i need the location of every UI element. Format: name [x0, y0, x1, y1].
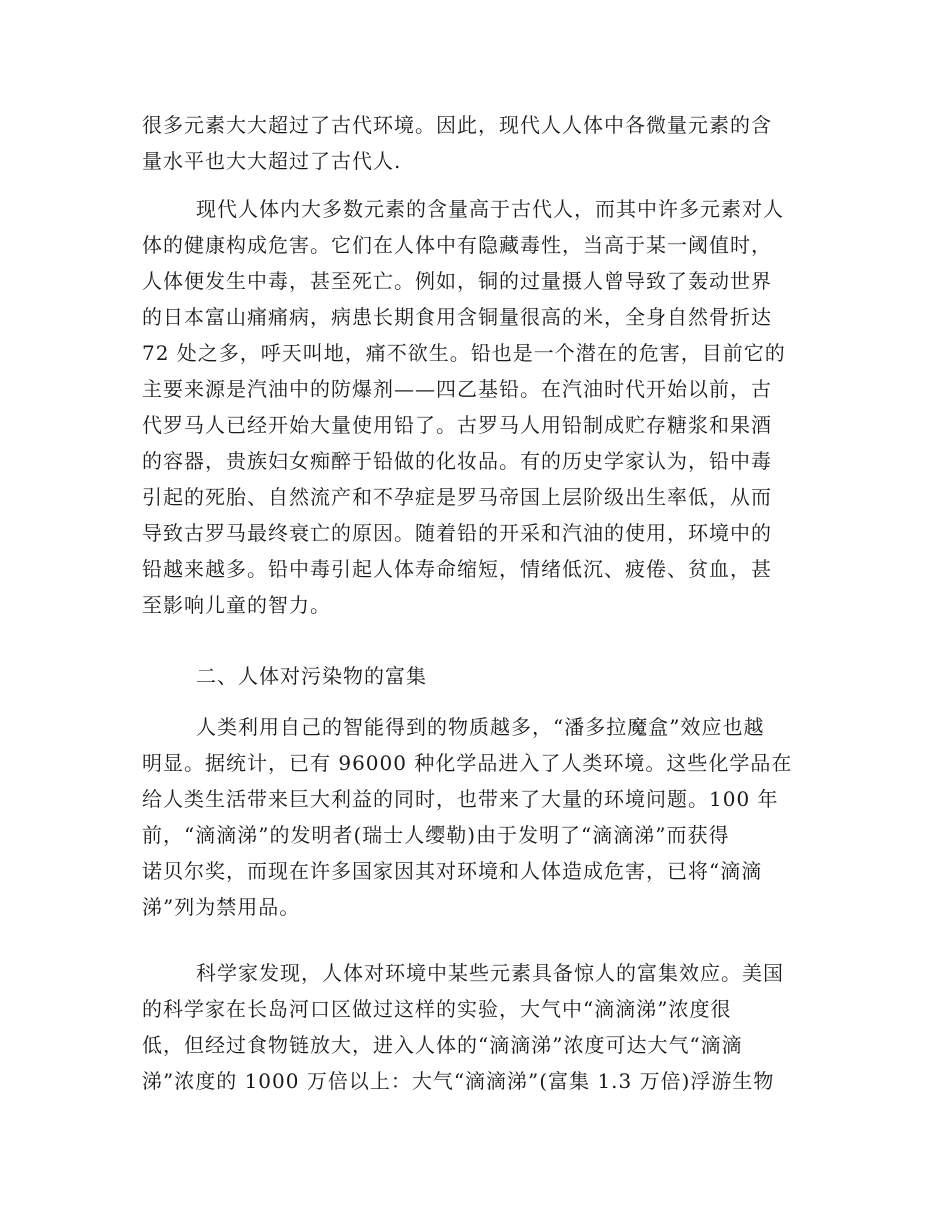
- paragraph-line: 至影响儿童的智力。: [142, 593, 331, 617]
- paragraph-line: 涕”浓度的 1000 万倍以上：大气“滴滴涕”(富集 1.3 万倍)浮游生物: [142, 1069, 775, 1093]
- paragraph-line: 前，“滴滴涕”的发明者(瑞士人缨勒)由于发明了“滴滴涕”而获得: [142, 823, 730, 847]
- paragraph-line: 的科学家在长岛河口区做过这样的实验，大气中“滴滴涕”浓度很: [142, 997, 732, 1021]
- paragraph-line: 铅越来越多。铅中毒引起人体寿命缩短，情绪低沉、疲倦、贫血，甚: [142, 557, 772, 581]
- paragraph-line: 引起的死胎、自然流产和不孕症是罗马帝国上层阶级出生率低，从而: [142, 485, 772, 509]
- paragraph-line: 的容器，贵族妇女痴醉于铅做的化妆品。有的历史学家认为，铅中毒: [142, 449, 772, 473]
- paragraph-line: 现代人体内大多数元素的含量高于古代人，而其中许多元素对人: [196, 197, 784, 221]
- paragraph-line: 人类利用自己的智能得到的物质越多，“潘多拉魔盒”效应也越: [196, 715, 765, 739]
- paragraph-line: 主要来源是汽油中的防爆剂——四乙基铅。在汽油时代开始以前，古: [142, 377, 772, 401]
- paragraph-line: 体的健康构成危害。它们在人体中有隐藏毒性，当高于某一阈值时，: [142, 233, 772, 257]
- paragraph-line: 的日本富山痛痛病，病患长期食用含铜量很高的米，全身自然骨折达: [142, 305, 772, 329]
- paragraph-line: 人体便发生中毒，甚至死亡。例如，铜的过量摄人曾导致了轰动世界: [142, 269, 772, 293]
- paragraph-line: 涕”列为禁用品。: [142, 895, 301, 919]
- paragraph-line: 代罗马人已经开始大量使用铅了。古罗马人用铅制成贮存糖浆和果酒: [142, 413, 772, 437]
- paragraph-line: 72 处之多，呼天叫地，痛不欲生。铅也是一个潜在的危害，目前它的: [142, 341, 786, 365]
- paragraph-line: 科学家发现，人体对环境中某些元素具备惊人的富集效应。美国: [196, 961, 784, 985]
- paragraph-line: 导致古罗马最终衰亡的原因。随着铅的开采和汽油的使用，环境中的: [142, 521, 772, 545]
- paragraph-line: 明显。据统计，已有 96000 种化学品进入了人类环境。这些化学品在: [142, 751, 793, 775]
- section-heading-text: 二、人体对污染物的富集: [196, 664, 427, 688]
- paragraph-line: 给人类生活带来巨大利益的同时，也带来了大量的环境问题。100 年: [142, 787, 779, 811]
- paragraph-line: 诺贝尔奖，而现在许多国家因其对环境和人体造成危害，已将“滴滴: [142, 859, 763, 883]
- paragraph-line: 量水平也大大超过了古代人.: [142, 149, 402, 173]
- paragraph-line: 很多元素大大超过了古代环境。因此，现代人人体中各微量元素的含: [142, 113, 772, 137]
- paragraph-line: 低，但经过食物链放大，进入人体的“滴滴涕”浓度可达大气“滴滴: [142, 1033, 743, 1057]
